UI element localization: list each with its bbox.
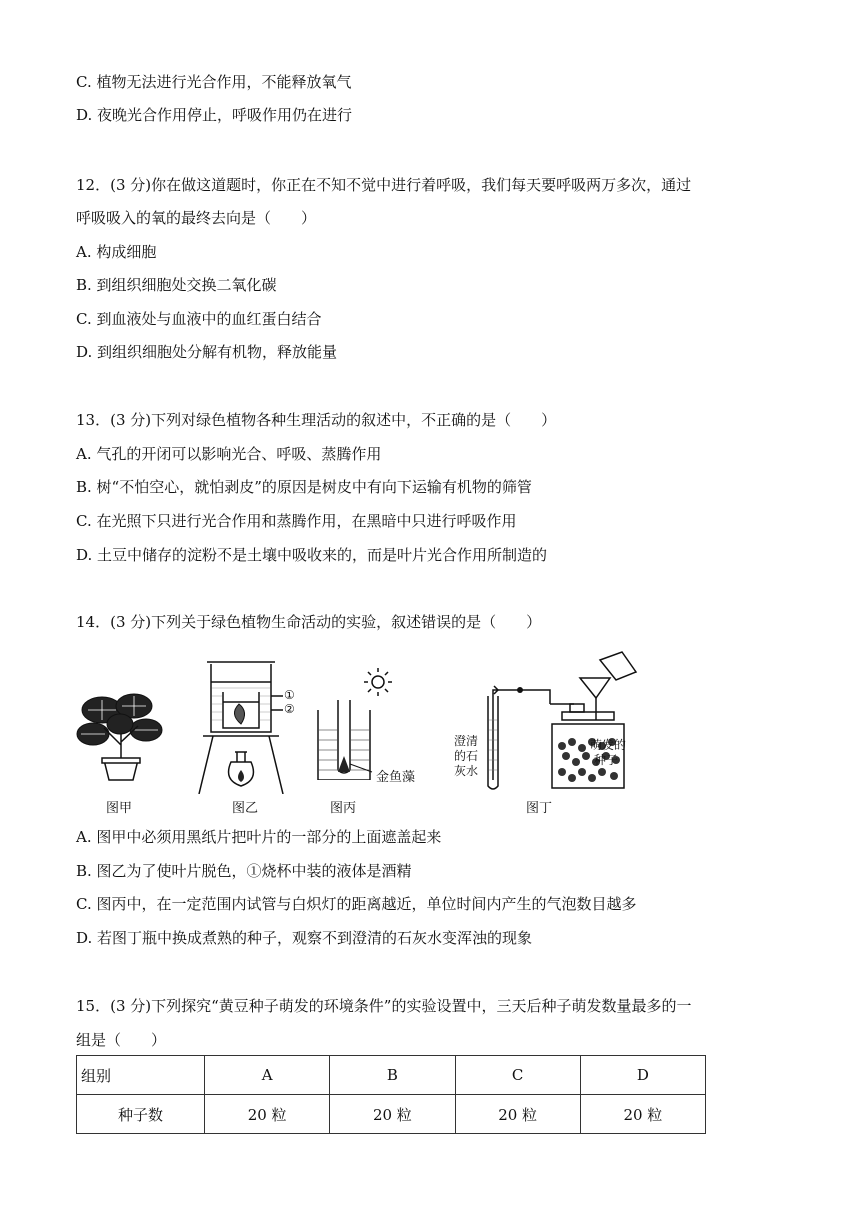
table-header-row xyxy=(77,1056,706,1095)
q11-option-d: D. 夜晚光合作用停止，呼吸作用仍在进行 xyxy=(76,106,353,124)
table-header-cell: B xyxy=(330,1056,455,1095)
q14-option-a: A. 图甲中必须用黑纸片把叶片的一部分的上面遮盖起来 xyxy=(76,828,442,846)
q13-option-d: D. 土豆中储存的淀粉不是土壤中吸收来的，而是叶片光合作用所制造的 xyxy=(76,546,548,564)
table-cell: 20 粒 xyxy=(205,1095,330,1134)
q15-stem-line1: 15．(3 分)下列探究“黄豆种子萌发的环境条件”的实验设置中，三天后种子萌发数量最多的一 xyxy=(76,997,692,1015)
q13-option-b: B. 树“不怕空心，就怕剥皮”的原因是树皮中有向下运输有机物的筛管 xyxy=(76,478,532,496)
q12-option-b: B. 到组织细胞处交换二氧化碳 xyxy=(76,276,277,294)
table-row xyxy=(77,1095,706,1134)
caption-fig-c: 图丙 xyxy=(330,801,357,816)
goldfish-weed-setup xyxy=(312,660,402,780)
q14-figure-group xyxy=(76,650,646,820)
caption-fig-b: 图乙 xyxy=(232,801,259,816)
label-limewater-2: 的石 xyxy=(454,749,479,763)
germinating-seeds-apparatus xyxy=(480,650,646,790)
table-cell: 20 粒 xyxy=(330,1095,455,1134)
caption-fig-d: 图丁 xyxy=(526,801,553,816)
q11-option-c: C. 植物无法进行光合作用，不能释放氧气 xyxy=(76,73,352,91)
seed-experiment-table xyxy=(76,1055,706,1134)
q15-stem-line2: 组是（ ） xyxy=(76,1031,167,1049)
label-limewater-1: 澄清 xyxy=(454,734,479,748)
marker-1: ① xyxy=(284,688,295,702)
caption-fig-a: 图甲 xyxy=(106,801,133,816)
q14-option-b: B. 图乙为了使叶片脱色，①烧杯中装的液体是酒精 xyxy=(76,862,412,880)
q12-option-a: A. 构成细胞 xyxy=(76,243,157,261)
label-limewater-3: 灰水 xyxy=(454,764,479,778)
q12-stem-line2: 呼吸吸入的氧的最终去向是（ ） xyxy=(76,209,317,227)
marker-2: ② xyxy=(284,702,295,716)
q12-option-c: C. 到血液处与血液中的血红蛋白结合 xyxy=(76,310,322,328)
label-seeds-2: 种子 xyxy=(594,753,619,767)
table-header-cell: 组别 xyxy=(77,1056,205,1095)
table-header-cell: D xyxy=(580,1056,705,1095)
q13-option-c: C. 在光照下只进行光合作用和蒸腾作用，在黑暗中只进行呼吸作用 xyxy=(76,512,517,530)
q13-stem: 13．(3 分)下列对绿色植物各种生理活动的叙述中，不正确的是（ ） xyxy=(76,411,557,429)
q14-stem: 14．(3 分)下列关于绿色植物生命活动的实验，叙述错误的是（ ） xyxy=(76,613,542,631)
q14-option-d: D. 若图丁瓶中换成煮熟的种子，观察不到澄清的石灰水变浑浊的现象 xyxy=(76,929,533,947)
potted-plant-illustration xyxy=(76,690,166,782)
water-bath-apparatus xyxy=(191,652,301,794)
table-cell: 20 粒 xyxy=(580,1095,705,1134)
q12-option-d: D. 到组织细胞处分解有机物，释放能量 xyxy=(76,343,338,361)
label-seeds-1: 萌发的 xyxy=(590,738,627,752)
q13-option-a: A. 气孔的开闭可以影响光合、呼吸、蒸腾作用 xyxy=(76,445,382,463)
q12-stem-line1: 12．(3 分)你在做这道题时，你正在不知不觉中进行着呼吸，我们每天要呼吸两万多次，通过 xyxy=(76,176,692,194)
q14-option-c: C. 图丙中，在一定范围内试管与白炽灯的距离越近，单位时间内产生的气泡数目越多 xyxy=(76,895,637,913)
table-header-cell: C xyxy=(455,1056,580,1095)
table-header-cell: A xyxy=(205,1056,330,1095)
table-cell: 20 粒 xyxy=(455,1095,580,1134)
table-cell: 种子数 xyxy=(77,1095,205,1134)
label-goldfish-weed: 金鱼藻 xyxy=(376,770,416,785)
